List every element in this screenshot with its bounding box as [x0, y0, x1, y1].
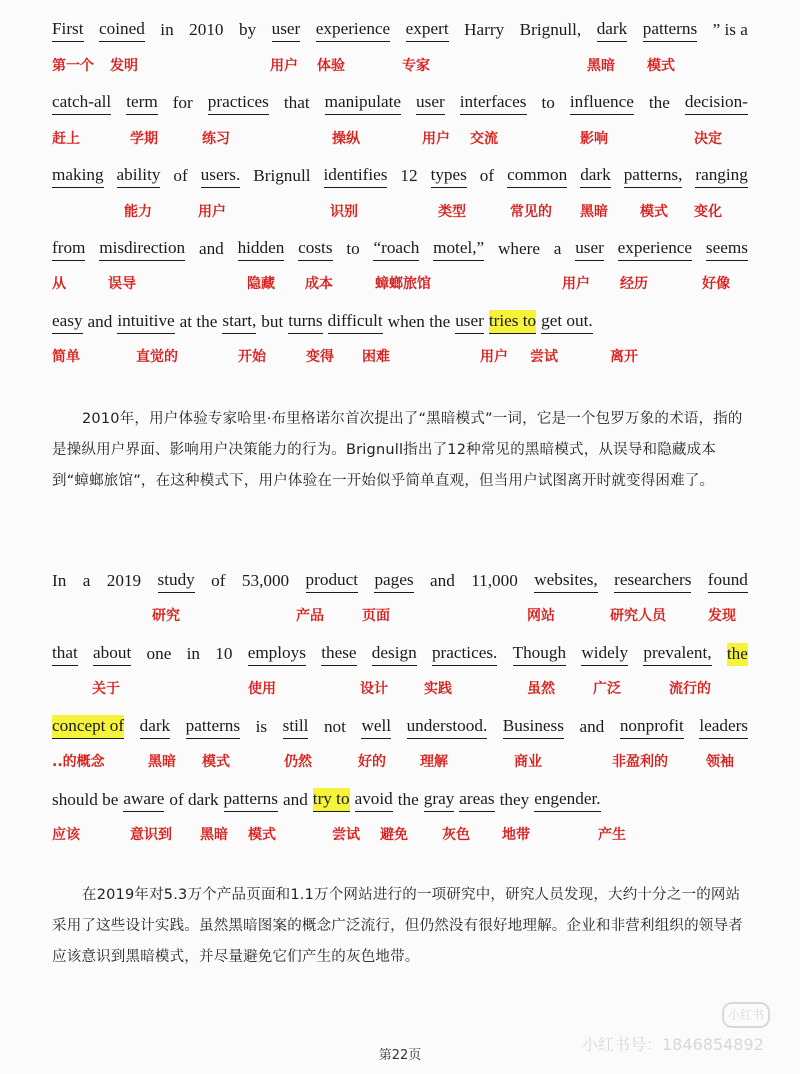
highlighted-word: concept of: [52, 715, 124, 739]
gloss-row: [52, 201, 748, 225]
underlined-word: catch-all: [52, 91, 111, 115]
chinese-gloss: 变化: [694, 204, 722, 220]
underlined-word: patterns: [643, 18, 697, 42]
word: In: [52, 571, 67, 590]
underlined-word: coined: [99, 18, 145, 42]
gloss-row: [52, 824, 748, 848]
underlined-word: dark: [580, 164, 611, 188]
chinese-gloss: 类型: [438, 204, 466, 220]
gloss-row: [52, 678, 748, 702]
chinese-gloss: 模式: [640, 204, 668, 220]
text-line: [52, 154, 748, 188]
chinese-gloss: 练习: [202, 131, 230, 147]
underlined-word: users.: [201, 164, 241, 188]
underlined-word: widely: [581, 642, 628, 666]
underlined-word: leaders: [699, 715, 748, 739]
word: one: [146, 644, 172, 663]
chinese-gloss: 用户: [562, 276, 590, 292]
underlined-word: expert: [406, 18, 449, 42]
chinese-gloss: 识别: [330, 204, 358, 220]
underlined-word: First: [52, 18, 84, 42]
underlined-word: manipulate: [325, 91, 401, 115]
chinese-gloss: 用户: [480, 349, 508, 365]
chinese-gloss: 非盈利的: [612, 754, 668, 770]
chinese-gloss: 决定: [694, 131, 722, 147]
chinese-gloss: 仍然: [284, 754, 312, 770]
underlined-word: understood.: [407, 715, 488, 739]
word: not: [323, 717, 346, 736]
word: 53,000: [241, 571, 290, 590]
chinese-gloss: ..的概念: [52, 754, 105, 770]
underlined-word: study: [158, 569, 195, 593]
underlined-word: these: [321, 642, 356, 666]
underlined-word: well: [361, 715, 391, 739]
chinese-gloss: 交流: [470, 131, 498, 147]
underlined-word: still: [283, 715, 309, 739]
underlined-word: difficult: [328, 310, 383, 334]
chinese-gloss: 用户: [198, 204, 226, 220]
underlined-word: product: [306, 569, 359, 593]
chinese-gloss: 产生: [598, 827, 626, 843]
underlined-word: patterns: [186, 715, 240, 739]
chinese-gloss: 黑暗: [148, 754, 176, 770]
underlined-word: start,: [222, 310, 256, 334]
underlined-word: dark: [597, 18, 628, 42]
underlined-word: ability: [117, 164, 161, 188]
chinese-gloss: 用户: [422, 131, 450, 147]
word: that: [283, 93, 310, 112]
chinese-gloss: 用户: [270, 58, 298, 74]
word: ” is a: [712, 20, 748, 39]
chinese-gloss: 研究人员: [610, 608, 666, 624]
word: at the: [179, 312, 218, 331]
text-line: [52, 227, 748, 261]
underlined-word: found: [708, 569, 748, 593]
chinese-gloss: 模式: [647, 58, 675, 74]
chinese-gloss: 黑暗: [200, 827, 228, 843]
chinese-gloss: 第一个: [52, 58, 94, 74]
underlined-word: hidden: [238, 237, 285, 261]
underlined-word: making: [52, 164, 104, 188]
underlined-word: avoid: [355, 788, 393, 812]
chinese-gloss: 广泛: [593, 681, 621, 697]
word: for: [172, 93, 193, 112]
underlined-word: get out.: [541, 310, 593, 334]
chinese-gloss: 尝试: [530, 349, 558, 365]
chinese-gloss: 直觉的: [136, 349, 178, 365]
chinese-gloss: 实践: [424, 681, 452, 697]
chinese-translation-1: 2010年，用户体验专家哈里·布里格诺尔首次提出了“黑暗模式”一词，它是一个包罗万象的术语，指的是操纵用户界面、影响用户决策能力的行为。Brignull指出了12种常见的黑暗模式，从误导和隐藏成本到“蟑螂旅馆”，在这种模式下，用户体验在一开始似乎简单直观，但当用户试图离开时就变得困难了。: [52, 411, 743, 489]
underlined-word: from: [52, 237, 85, 261]
chinese-gloss: 能力: [124, 204, 152, 220]
watermark-logo: 小红书: [722, 1002, 770, 1028]
word: should be: [52, 790, 119, 809]
underlined-word: areas: [459, 788, 494, 812]
underlined-word: practices.: [432, 642, 497, 666]
chinese-gloss: 变得: [306, 349, 334, 365]
chinese-gloss: 从: [52, 276, 66, 292]
chinese-gloss: 赶上: [52, 131, 80, 147]
underlined-word: common: [507, 164, 567, 188]
underlined-word: patterns,: [624, 164, 683, 188]
chinese-gloss: 流行的: [669, 681, 711, 697]
chinese-gloss: 避免: [380, 827, 408, 843]
word: and: [579, 717, 605, 736]
text-line: [52, 778, 748, 812]
gloss-row: [52, 605, 748, 629]
chinese-gloss: 学期: [130, 131, 158, 147]
chinese-gloss: 成本: [305, 276, 333, 292]
highlighted-word: tries to: [489, 310, 536, 334]
word: Brignull: [253, 166, 311, 185]
word: but: [261, 312, 284, 331]
underlined-word: user: [575, 237, 604, 261]
underlined-word: prevalent,: [643, 642, 711, 666]
chinese-gloss: 商业: [514, 754, 542, 770]
chinese-gloss: 领袖: [706, 754, 734, 770]
underlined-word: costs: [298, 237, 332, 261]
word: when the: [387, 312, 451, 331]
highlighted-word: try to: [313, 788, 350, 812]
word: they: [499, 790, 530, 809]
underlined-word: interfaces: [460, 91, 527, 115]
word: by: [238, 20, 257, 39]
chinese-gloss: 蟑螂旅馆: [375, 276, 431, 292]
chinese-gloss: 影响: [580, 131, 608, 147]
chinese-gloss: 虽然: [527, 681, 555, 697]
chinese-gloss: 黑暗: [587, 58, 615, 74]
underlined-word: engender.: [534, 788, 600, 812]
word: a: [82, 571, 91, 590]
chinese-gloss: 网站: [527, 608, 555, 624]
underlined-word: pages: [374, 569, 413, 593]
word: and: [87, 312, 113, 331]
underlined-word: dark: [140, 715, 171, 739]
underlined-word: practices: [208, 91, 269, 115]
word: Harry: [464, 20, 505, 39]
underlined-word: identifies: [324, 164, 388, 188]
underlined-word: websites,: [534, 569, 598, 593]
underlined-word: patterns: [224, 788, 278, 812]
underlined-word: nonprofit: [620, 715, 684, 739]
chinese-gloss: 误导: [108, 276, 136, 292]
text-line: [52, 81, 748, 115]
chinese-gloss: 使用: [248, 681, 276, 697]
underlined-word: that: [52, 642, 78, 666]
word: a: [553, 239, 562, 258]
chinese-translation-2: 在2019年对5.3万个产品页面和1.1万个网站进行的一项研究中，研究人员发现，大约十分之一的网站采用了这些设计实践。虽然黑暗图案的概念广泛流行，但仍然没有很好地理解。企业和非营利组织的领导者应该意识到黑暗模式，并尽量避免它们产生的灰色地带。: [52, 887, 743, 965]
chinese-gloss: 简单: [52, 349, 80, 365]
word: 12: [400, 166, 418, 185]
chinese-gloss: 应该: [52, 827, 80, 843]
underlined-word: user: [272, 18, 301, 42]
chinese-gloss: 经历: [620, 276, 648, 292]
underlined-word: experience: [316, 18, 390, 42]
underlined-word: employs: [248, 642, 306, 666]
gloss-row: [52, 55, 748, 79]
highlighted-word: the: [727, 643, 748, 666]
word: and: [429, 571, 455, 590]
underlined-word: influence: [570, 91, 634, 115]
chinese-gloss: 专家: [402, 58, 430, 74]
chinese-gloss: 好的: [358, 754, 386, 770]
chinese-gloss: 发现: [708, 608, 736, 624]
underlined-word: ranging: [695, 164, 748, 188]
word: to: [541, 93, 555, 112]
underlined-word: misdirection: [99, 237, 185, 261]
chinese-gloss: 操纵: [332, 131, 360, 147]
underlined-word: intuitive: [117, 310, 174, 334]
word: where: [497, 239, 540, 258]
chinese-gloss: 困难: [362, 349, 390, 365]
chinese-gloss: 页面: [362, 608, 390, 624]
word: in: [160, 20, 174, 39]
underlined-word: turns: [288, 310, 322, 334]
chinese-gloss: 黑暗: [580, 204, 608, 220]
chinese-gloss: 尝试: [332, 827, 360, 843]
chinese-gloss: 体验: [317, 58, 345, 74]
word: of: [173, 166, 188, 185]
text-line: [52, 632, 748, 666]
underlined-word: about: [93, 642, 131, 666]
word: the: [648, 93, 670, 112]
word: Brignull,: [519, 20, 582, 39]
page-number: 第22页: [378, 1048, 422, 1063]
word: and: [198, 239, 224, 258]
text-line: [52, 559, 748, 593]
word: of: [211, 571, 226, 590]
underlined-word: Though: [513, 642, 566, 666]
word: is: [255, 717, 268, 736]
word: 10: [215, 644, 233, 663]
underlined-word: motel,”: [433, 237, 484, 261]
gloss-row: [52, 751, 748, 775]
underlined-word: easy: [52, 310, 83, 334]
underlined-word: aware: [123, 788, 164, 812]
underlined-word: “roach: [373, 237, 419, 261]
chinese-gloss: 关于: [92, 681, 120, 697]
underlined-word: experience: [618, 237, 692, 261]
chinese-gloss: 理解: [420, 754, 448, 770]
word: and: [282, 790, 308, 809]
text-line: [52, 705, 748, 739]
chinese-gloss: 设计: [360, 681, 388, 697]
chinese-gloss: 离开: [610, 349, 638, 365]
word: in: [186, 644, 200, 663]
underlined-word: design: [372, 642, 417, 666]
word: 2010: [189, 20, 224, 39]
text-line: [52, 300, 748, 334]
underlined-word: types: [431, 164, 467, 188]
word: 11,000: [471, 571, 518, 590]
chinese-gloss: 地带: [502, 827, 530, 843]
word: to: [346, 239, 360, 258]
underlined-word: user: [455, 310, 484, 334]
chinese-gloss: 隐藏: [247, 276, 275, 292]
gloss-row: [52, 128, 748, 152]
chinese-gloss: 灰色: [442, 827, 470, 843]
underlined-word: gray: [424, 788, 455, 812]
word: the: [397, 790, 419, 809]
word: of: [479, 166, 495, 185]
chinese-gloss: 研究: [152, 608, 180, 624]
underlined-word: decision-: [685, 91, 748, 115]
underlined-word: Business: [503, 715, 564, 739]
underlined-word: user: [416, 91, 445, 115]
gloss-row: [52, 273, 748, 297]
chinese-gloss: 意识到: [130, 827, 172, 843]
gloss-row: [52, 346, 748, 370]
underlined-word: term: [126, 91, 158, 115]
chinese-gloss: 产品: [296, 608, 324, 624]
word: of dark: [169, 790, 219, 809]
chinese-gloss: 模式: [202, 754, 230, 770]
underlined-word: researchers: [614, 569, 691, 593]
chinese-gloss: 常见的: [510, 204, 552, 220]
chinese-gloss: 好像: [702, 276, 730, 292]
chinese-gloss: 发明: [110, 58, 138, 74]
watermark-id: 小红书号：1846854892: [582, 1035, 764, 1054]
word: 2019: [106, 571, 142, 590]
text-line: [52, 8, 748, 42]
underlined-word: seems: [706, 237, 748, 261]
chinese-gloss: 开始: [238, 349, 266, 365]
chinese-gloss: 模式: [248, 827, 276, 843]
